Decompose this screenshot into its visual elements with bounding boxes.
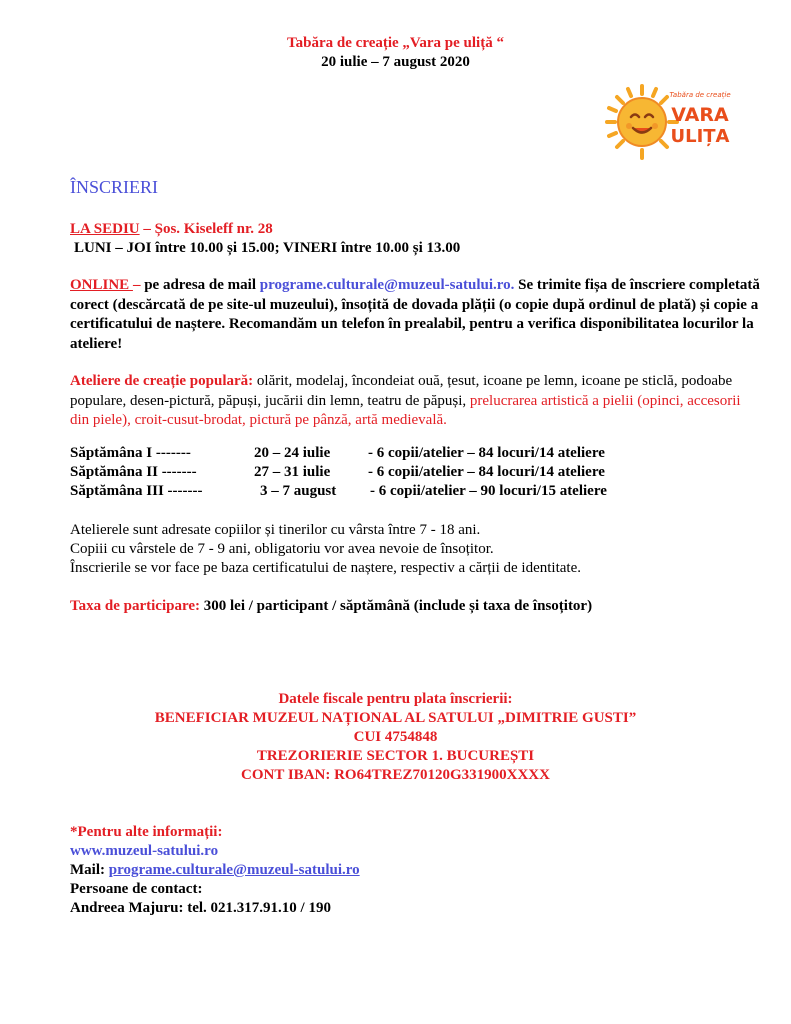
fiscal-iban: CONT IBAN: RO64TREZ70120G331900XXXX — [241, 767, 550, 783]
mail-link[interactable]: programe.culturale@muzeul-satului.ro — [108, 862, 360, 878]
online-label: ONLINE — [70, 277, 133, 293]
ateliere-paragraph — [70, 372, 760, 431]
sun-icon — [607, 86, 677, 158]
week-label: Săptămâna I ------- — [70, 445, 191, 461]
mail-line — [70, 862, 360, 879]
sediu-line — [70, 221, 273, 238]
online-text-2: Se trimite fișa de înscriere completată corect (descărcată de pe site-ul muzeului), însoțită de dovada plății (o copie după ordinul de plată) și copie a certificatului de naștere. Recomandăm un telefon în prealabil, pentru a verifica disponibilitatea locurilor la ateliere! — [70, 277, 760, 352]
week-row — [70, 464, 605, 481]
fiscal-cui: CUI 4754848 — [353, 729, 438, 745]
sediu-dash: – — [139, 221, 155, 237]
week-dates: 3 – 7 august — [260, 483, 337, 499]
taxa-line — [70, 598, 592, 615]
taxa-value: 300 lei / participant / săptămână (include și taxa de însoțitor) — [200, 598, 593, 614]
fiscal-beneficiar: BENEFICIAR MUZEUL NAȚIONAL AL SATULUI „DIMITRIE GUSTI” — [154, 710, 637, 726]
website-link[interactable]: www.muzeul-satului.ro — [70, 843, 219, 859]
document-dates: 20 iulie – 7 august 2020 — [321, 54, 470, 70]
week-row — [70, 483, 607, 500]
contact-heading: *Pentru alte informații: — [70, 824, 223, 840]
ateliere-text: olărit, modelaj, încondeiat ouă, țesut, icoane pe lemn, icoane pe sticlă, podoabe populare, desen-pictură, păpuși, jucării din lemn, teatru de păpuși, — [70, 373, 733, 409]
note-line: Copiii cu vârstele de 7 - 9 ani, obligatoriu vor avea nevoie de însoțitor. — [70, 541, 494, 557]
online-paragraph — [70, 276, 760, 354]
week-dates: 20 – 24 iulie — [254, 445, 331, 461]
logo-small-text: Tabăra de creație — [669, 91, 731, 99]
week-row — [70, 445, 605, 462]
online-dash: – — [132, 277, 145, 293]
week-info: - 6 copii/atelier – 84 locuri/14 ateliere — [368, 445, 605, 461]
ateliere-label: Ateliere de creație populară: — [70, 373, 254, 389]
logo-word-vara: VARA — [671, 104, 729, 126]
ateliere-text-red: prelucrarea artistică a pielii (opinci, accesorii din piele), croit-cusut-brodat, pictură pe pânză, artă medievală. — [70, 392, 741, 428]
contact-persons-label: Persoane de contact: — [70, 881, 203, 897]
fiscal-trezorerie: TREZORIERIE SECTOR 1. BUCUREȘTI — [256, 748, 535, 764]
note-line: Atelierele sunt adresate copiilor și tinerilor cu vârsta între 7 - 18 ani. — [70, 522, 481, 538]
week-dates: 27 – 31 iulie — [254, 464, 331, 480]
section-title: ÎNSCRIERI — [70, 177, 159, 197]
online-email-link[interactable]: programe.culturale@muzeul-satului.ro. — [259, 277, 515, 293]
week-info: - 6 copii/atelier – 84 locuri/14 ateliere — [368, 464, 605, 480]
sediu-address: Șos. Kiseleff nr. 28 — [154, 221, 273, 237]
vara-pe-ulita-logo — [604, 84, 734, 160]
week-label: Săptămâna II ------- — [70, 464, 197, 480]
mail-label: Mail: — [70, 862, 109, 878]
note-line: Înscrierile se vor face pe baza certificatului de naștere, respectiv a cărții de identitate. — [70, 560, 581, 576]
sediu-label: LA SEDIU — [70, 221, 140, 237]
online-text-1: pe adresa de mail — [144, 277, 260, 293]
document-title: Tabăra de creație „Vara pe uliță “ — [287, 35, 504, 51]
contact-person: Andreea Majuru: tel. 021.317.91.10 / 190 — [70, 900, 331, 916]
fiscal-heading: Datele fiscale pentru plata înscrierii: — [278, 691, 513, 707]
taxa-label: Taxa de participare: — [70, 598, 200, 614]
sediu-schedule: LUNI – JOI între 10.00 și 15.00; VINERI între 10.00 și 13.00 — [74, 240, 461, 256]
week-label: Săptămâna III ------- — [70, 483, 203, 499]
logo-word-ulita: ULIȚA — [670, 126, 730, 147]
week-info: - 6 copii/atelier – 90 locuri/15 ateliere — [370, 483, 607, 499]
